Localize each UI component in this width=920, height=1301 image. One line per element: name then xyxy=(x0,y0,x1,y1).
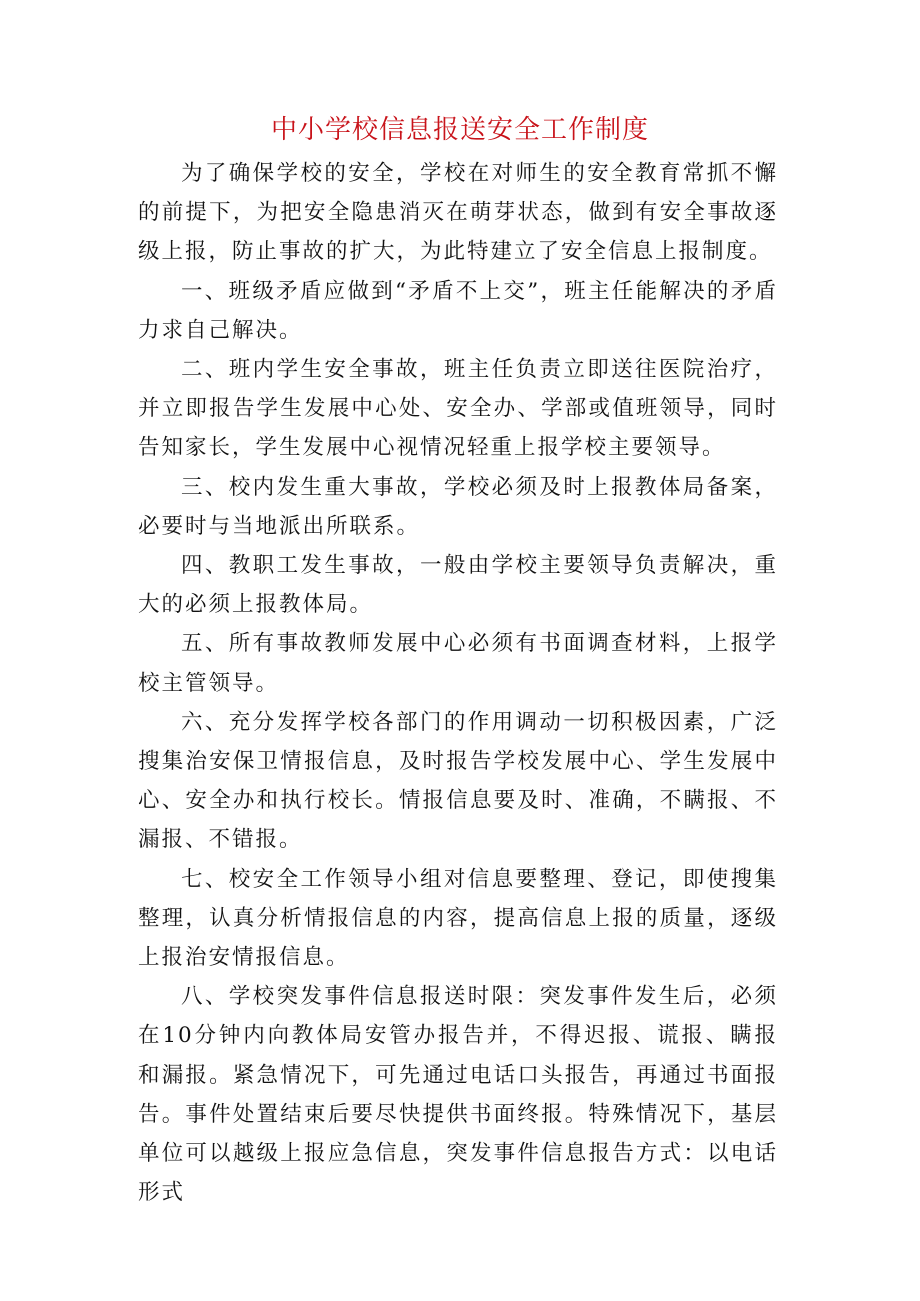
rule-paragraph-2: 二、班内学生安全事故，班主任负责立即送往医院治疗，并立即报告学生发展中心处、安全办、学部或值班领导，同时告知家长，学生发展中心视情况轻重上报学校主要领导。 xyxy=(138,357,778,461)
rule-paragraph-5: 五、所有事故教师发展中心必须有书面调查材料，上报学校主管领导。 xyxy=(138,631,778,696)
rule-paragraph-7: 七、校安全工作领导小组对信息要整理、登记，即使搜集整理，认真分析情报信息的内容，提高信息上报的质量，逐级上报治安情报信息。 xyxy=(138,866,778,971)
rule-paragraph-6: 六、充分发挥学校各部门的作用调动一切积极因素，广泛搜集治安保卫情报信息，及时报告学校发展中心、学生发展中心、安全办和执行校长。情报信息要及时、准确，不瞒报、不漏报、不错报。 xyxy=(138,709,778,853)
intro-paragraph: 为了确保学校的安全，学校在对师生的安全教育常抓不懈的前提下，为把安全隐患消灭在萌芽状态，做到有安全事故逐级上报，防止事故的扩大，为此特建立了安全信息上报制度。 xyxy=(138,161,778,265)
rule-paragraph-3: 三、校内发生重大事故，学校必须及时上报教体局备案，必要时与当地派出所联系。 xyxy=(138,474,778,539)
document-title: 中小学校信息报送安全工作制度 xyxy=(270,115,649,145)
rule-paragraph-8: 八、学校突发事件信息报送时限：突发事件发生后，必须在10分钟内向教体局安管办报告并，不得迟报、谎报、瞒报和漏报。紧急情况下，可先通过电话口头报告，再通过书面报告。事件处置结束后要尽快提供书面终报。特殊情况下，基层单位可以越级上报应急信息，突发事件信息报告方式：以电话形式 xyxy=(138,984,778,1206)
rule-paragraph-4: 四、教职工发生事故，一般由学校主要领导负责解决，重大的必须上报教体局。 xyxy=(138,553,778,618)
document-body xyxy=(138,154,778,1212)
rule-paragraph-1: 一、班级矛盾应做到“矛盾不上交”，班主任能解决的矛盾力求自己解决。 xyxy=(138,278,778,343)
